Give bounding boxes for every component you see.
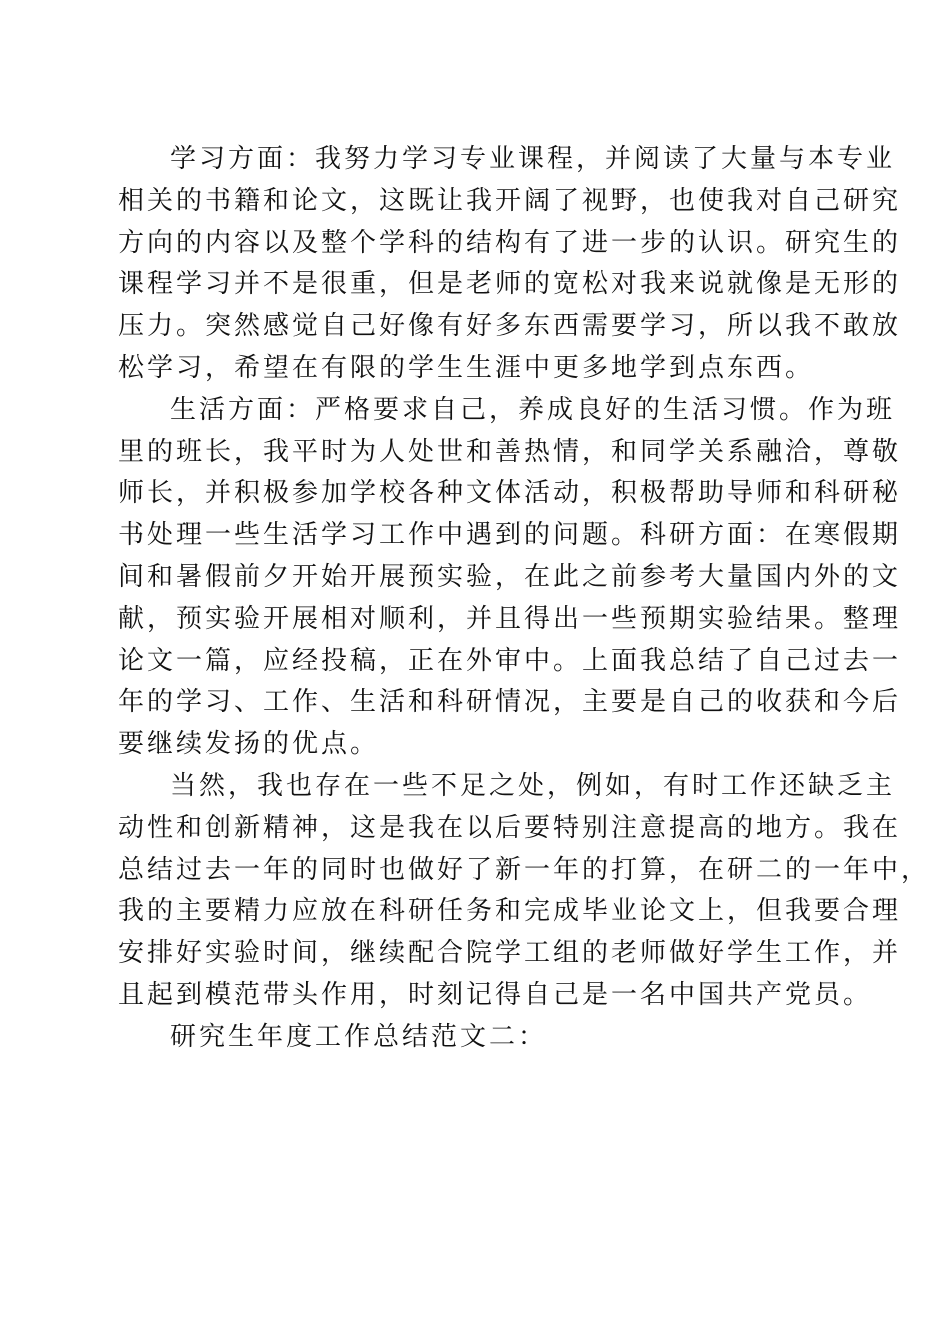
text-line: 学习方面：我努力学习专业课程，并阅读了大量与本专业 <box>170 144 896 174</box>
text-line: 生活方面：严格要求自己，养成良好的生活习惯。作为班 <box>170 394 896 425</box>
text-line: 动性和创新精神，这是我在以后要特别注意提高的地方。我在 <box>118 812 902 843</box>
text-line: 方向的内容以及整个学科的结构有了进一步的认识。研究生的 <box>118 227 902 258</box>
text-line: 当然，我也存在一些不足之处，例如，有时工作还缺乏主 <box>170 770 896 801</box>
text-line: 总结过去一年的同时也做好了新一年的打算，在研二的一年中， <box>118 854 931 885</box>
text-line: 年的学习、工作、生活和科研情况，主要是自己的收获和今后 <box>118 687 902 718</box>
text-line: 书处理一些生活学习工作中遇到的问题。科研方面：在寒假期 <box>118 520 902 551</box>
text-line: 压力。突然感觉自己好像有好多东西需要学习，所以我不敢放 <box>118 311 902 342</box>
text-line: 相关的书籍和论文，这既让我开阔了视野，也使我对自己研究 <box>118 185 902 216</box>
text-line: 师长，并积极参加学校各种文体活动，积极帮助导师和科研秘 <box>118 478 902 509</box>
text-line: 研究生年度工作总结范文二： <box>170 1021 548 1052</box>
paragraph-shortcomings <box>118 766 931 1017</box>
paragraph-study <box>118 139 902 390</box>
text-line: 松学习，希望在有限的学生生涯中更多地学到点东西。 <box>118 352 815 383</box>
text-line: 且起到模范带头作用，时刻记得自己是一名中国共产党员。 <box>118 979 873 1010</box>
text-line: 间和暑假前夕开始开展预实验，在此之前参考大量国内外的文 <box>118 561 902 592</box>
text-line: 献，预实验开展相对顺利，并且得出一些预期实验结果。整理 <box>118 603 902 634</box>
text-line: 要继续发扬的优点。 <box>118 729 380 760</box>
text-line: 我的主要精力应放在科研任务和完成毕业论文上，但我要合理 <box>118 896 902 927</box>
text-line: 里的班长，我平时为人处世和善热情，和同学关系融洽，尊敬 <box>118 436 902 467</box>
text-line: 论文一篇，应经投稿，正在外审中。上面我总结了自己过去一 <box>118 645 902 676</box>
document-body <box>118 139 931 1059</box>
text-line: 课程学习并不是很重，但是老师的宽松对我来说就像是无形的 <box>118 269 902 300</box>
paragraph-life-research <box>118 390 902 766</box>
text-line: 安排好实验时间，继续配合院学工组的老师做好学生工作，并 <box>118 938 902 969</box>
paragraph-heading-example-two <box>118 1017 834 1059</box>
